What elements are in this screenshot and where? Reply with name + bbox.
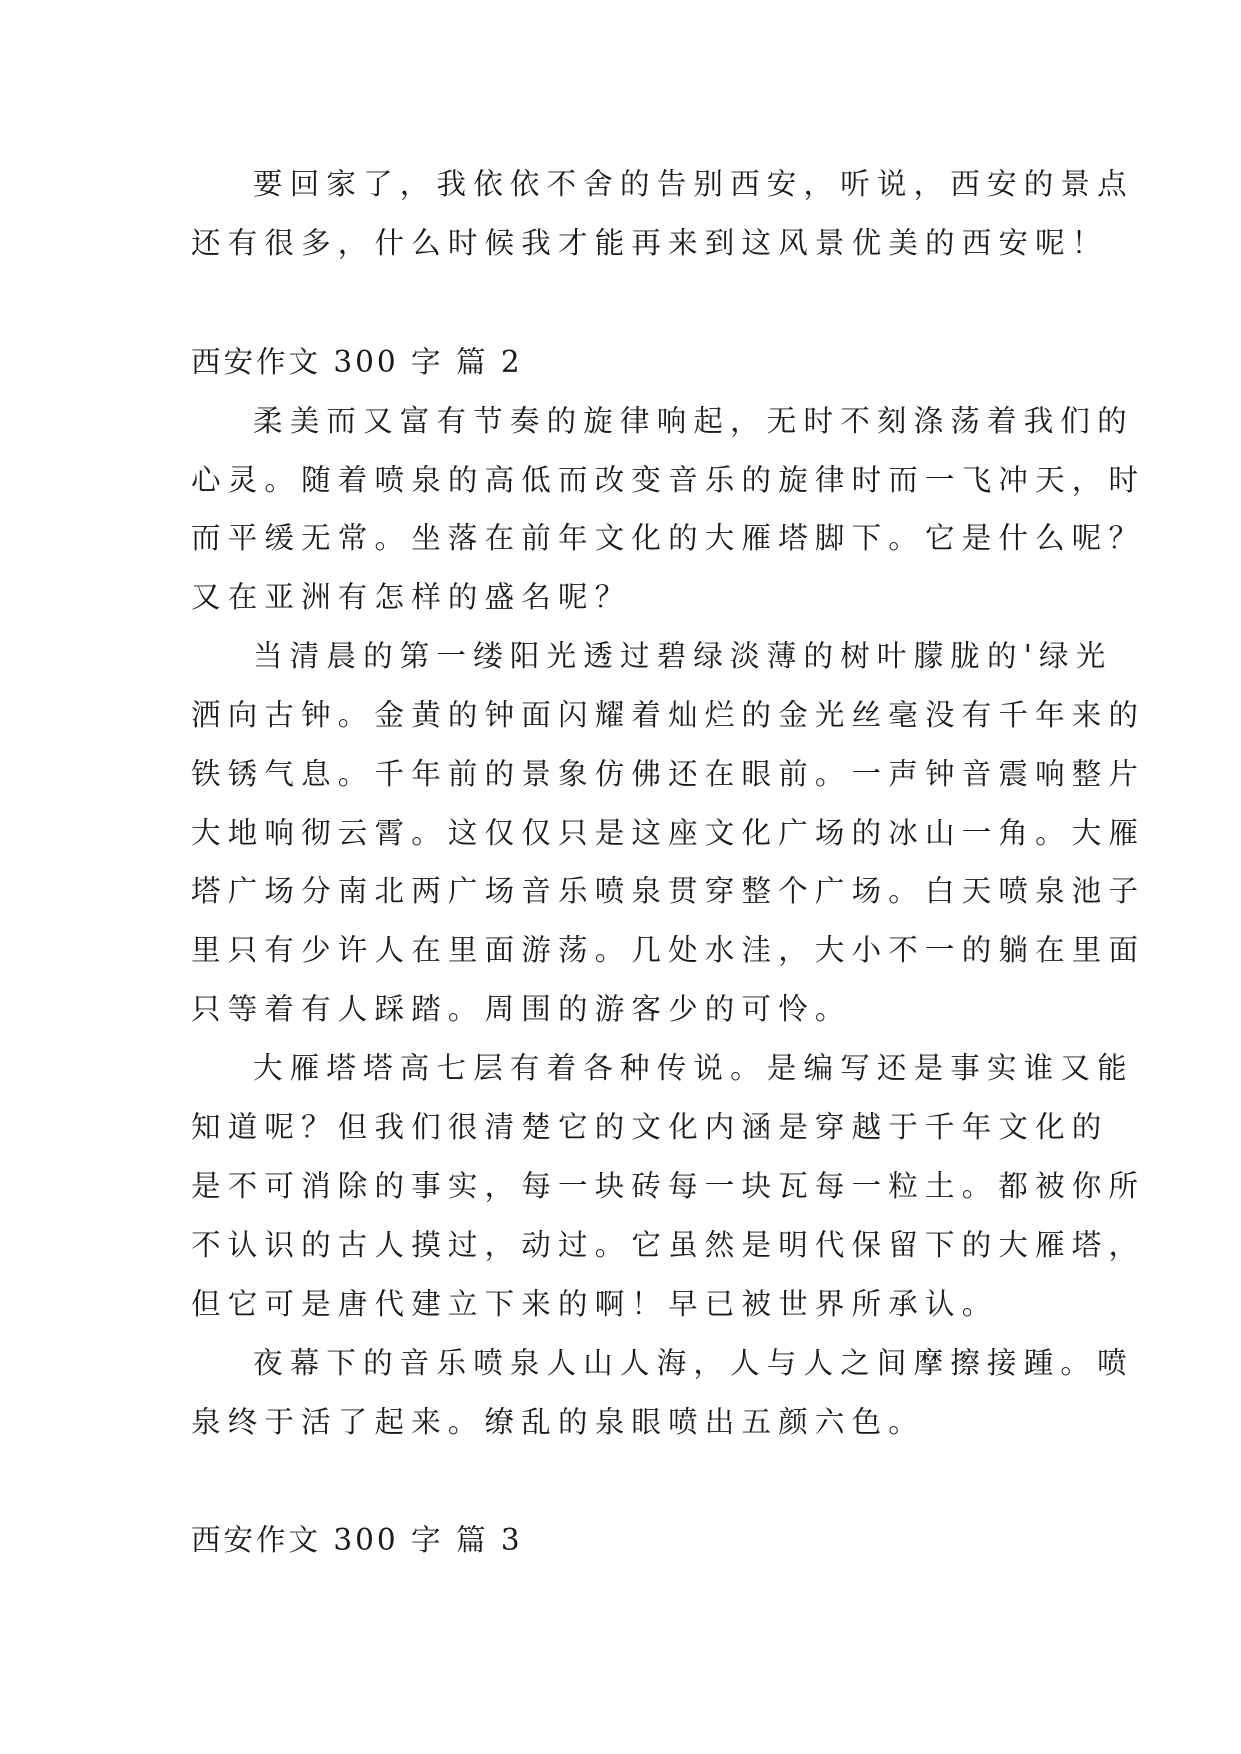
text-line: 知道呢？但我们很清楚它的文化内涵是穿越于千年文化的 [191, 1110, 1109, 1144]
text-line: 不认识的古人摸过，动过。它虽然是明代保留下的大雁塔， [191, 1228, 1146, 1262]
text-line: 而平缓无常。坐落在前年文化的大雁塔脚下。它是什么呢？ [191, 521, 1146, 555]
text-line: 当清晨的第一缕阳光透过碧绿淡薄的树叶朦胧的'绿光 [253, 639, 1113, 673]
section-heading: 西安作文 300 字 篇 3 [191, 1523, 523, 1557]
text-line: 是不可消除的事实，每一块砖每一块瓦每一粒土。都被你所 [191, 1169, 1146, 1203]
text-line: 但它可是唐代建立下来的啊！早已被世界所承认。 [191, 1287, 999, 1321]
section-heading: 西安作文 300 字 篇 2 [191, 345, 523, 379]
text-line: 又在亚洲有怎样的盛名呢？ [191, 580, 632, 614]
text-line: 大地响彻云霄。这仅仅只是这座文化广场的冰山一角。大雁 [191, 816, 1146, 850]
text-line: 铁锈气息。千年前的景象仿佛还在眼前。一声钟音震响整片 [191, 757, 1146, 791]
text-line: 塔广场分南北两广场音乐喷泉贯穿整个广场。白天喷泉池子 [191, 874, 1146, 908]
text-line: 里只有少许人在里面游荡。几处水洼，大小不一的躺在里面 [191, 933, 1146, 967]
text-line: 洒向古钟。金黄的钟面闪耀着灿烂的金光丝毫没有千年来的 [191, 698, 1146, 732]
text-line: 要回家了，我依依不舍的告别西安，听说，西安的景点 [253, 167, 1134, 201]
text-line: 还有很多，什么时候我才能再来到这风景优美的西安呢！ [191, 226, 1109, 260]
text-line: 柔美而又富有节奏的旋律响起，无时不刻涤荡着我们的 [253, 404, 1134, 438]
text-line: 心灵。随着喷泉的高低而改变音乐的旋律时而一飞冲天，时 [191, 463, 1146, 497]
text-line: 泉终于活了起来。缭乱的泉眼喷出五颜六色。 [191, 1405, 926, 1439]
text-line: 大雁塔塔高七层有着各种传说。是编写还是事实谁又能 [253, 1051, 1134, 1085]
text-line: 夜幕下的音乐喷泉人山人海，人与人之间摩擦接踵。喷 [253, 1346, 1134, 1380]
text-line: 只等着有人踩踏。周围的游客少的可怜。 [191, 992, 852, 1026]
